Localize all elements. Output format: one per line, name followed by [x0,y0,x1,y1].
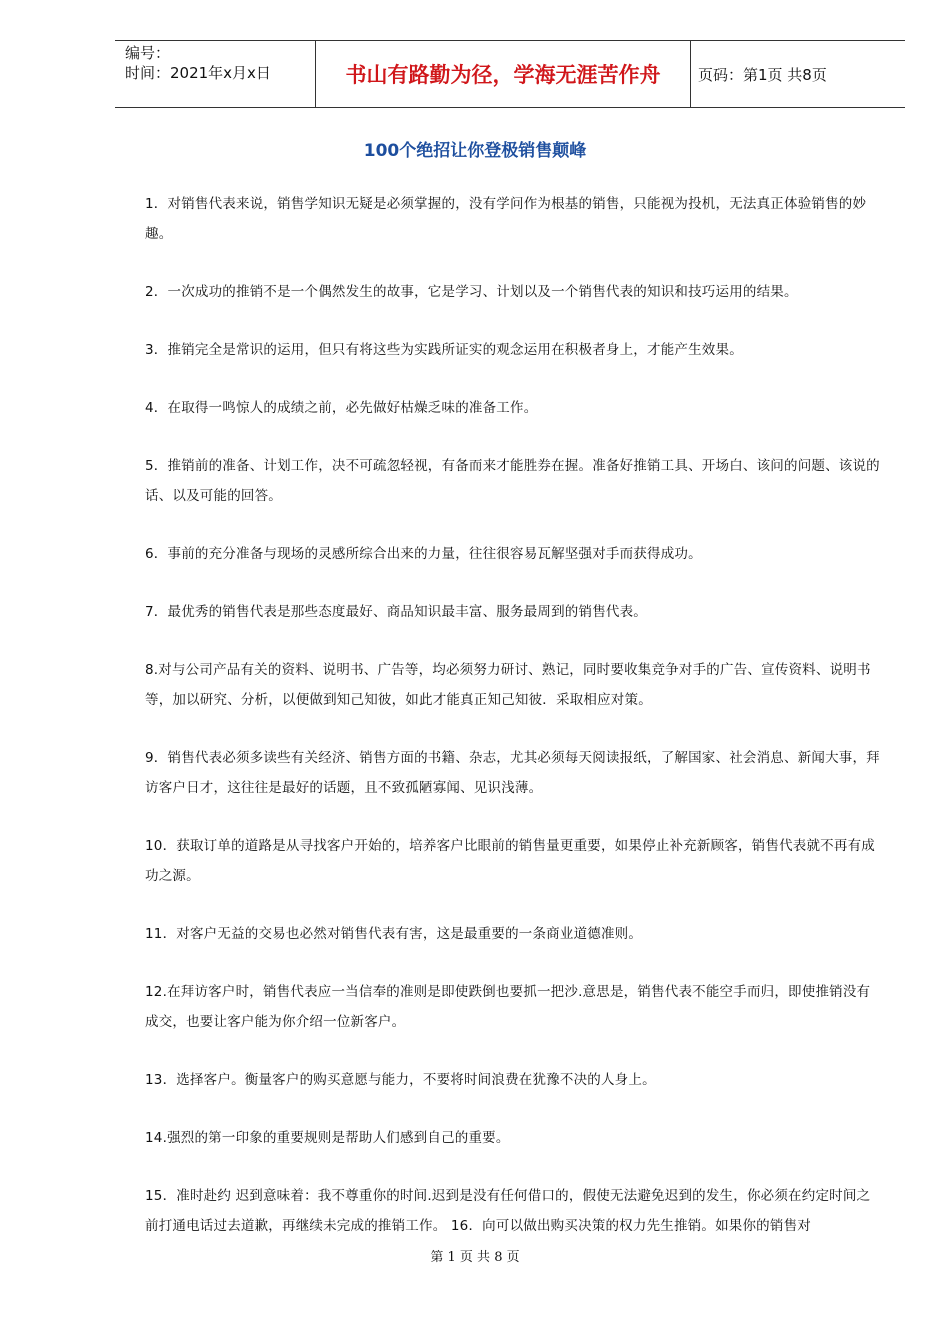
paragraph: 3．推销完全是常识的运用，但只有将这些为实践所证实的观念运用在积极者身上，才能产生效果。 [145,342,743,358]
paragraph: 5．推销前的准备、计划工作，决不可疏忽轻视，有备而来才能胜券在握。准备好推销工具、开场白、该问的问题、该说的话、以及可能的回答。 [145,458,880,504]
header-motto: 书山有路勤为径，学海无涯苦作舟 [315,41,691,107]
paragraph: 12.在拜访客户时，销售代表应一当信奉的准则是即使跌倒也要抓一把沙.意思是，销售代表不能空手而归，即使推销没有成交，也要让客户能为你介绍一位新客户。 [145,984,871,1030]
paragraph: 14.强烈的第一印象的重要规则是帮助人们感到自己的重要。 [145,1130,510,1146]
page-header [115,40,905,108]
page-footer: 第 1 页 共 8 页 [430,1250,520,1265]
header-meta [115,41,315,107]
document-body [145,189,880,1269]
paragraph: 4．在取得一鸣惊人的成绩之前，必先做好枯燥乏味的准备工作。 [145,400,538,416]
document-title: 100个绝招让你登极销售颠峰 [363,141,587,161]
paragraph: 2．一次成功的推销不是一个偶然发生的故事，它是学习、计划以及一个销售代表的知识和技巧运用的结果。 [145,284,798,300]
paragraph: 1．对销售代表来说，销售学知识无疑是必须掌握的，没有学问作为根基的销售，只能视为投机，无法真正体验销售的妙趣。 [145,196,867,242]
paragraph: 11．对客户无益的交易也必然对销售代表有害，这是最重要的一条商业道德准则。 [145,926,643,942]
paragraph: 8.对与公司产品有关的资料、说明书、广告等，均必须努力研讨、熟记，同时要收集竞争对手的广告、宣传资料、说明书等，加以研究、分析，以便做到知己知彼，如此才能真正知己知彼．采取相应对策。 [145,662,871,708]
paragraph: 6．事前的充分准备与现场的灵感所综合出来的力量，往往很容易瓦解坚强对手而获得成功。 [145,546,702,562]
paragraph: 9．销售代表必须多读些有关经济、销售方面的书籍、杂志，尤其必须每天阅读报纸，了解国家、社会消息、新闻大事，拜访客户日才，这往往是最好的话题，且不致孤陋寡闻、见识浅薄。 [145,750,880,796]
paragraph: 15．准时赴约 迟到意味着：我不尊重你的时间.迟到是没有任何借口的，假使无法避免迟到的发生，你必须在约定时间之前打通电话过去道歉，再继续未完成的推销工作。 16．向可以做出购买决策的权力先生推销。如果你的销售对 [145,1188,871,1234]
date-label: 时间：2021年x月x日 [125,64,271,82]
paragraph: 7．最优秀的销售代表是那些态度最好、商品知识最丰富、服务最周到的销售代表。 [145,604,647,620]
header-page-label: 页码：第1页 共8页 [698,65,827,84]
paragraph: 10．获取订单的道路是从寻找客户开始的，培养客户比眼前的销售量更重要，如果停止补充新顾客，销售代表就不再有成功之源。 [145,838,875,884]
number-label: 编号： [125,44,171,62]
paragraph: 13．选择客户。衡量客户的购买意愿与能力，不要将时间浪费在犹豫不决的人身上。 [145,1072,656,1088]
